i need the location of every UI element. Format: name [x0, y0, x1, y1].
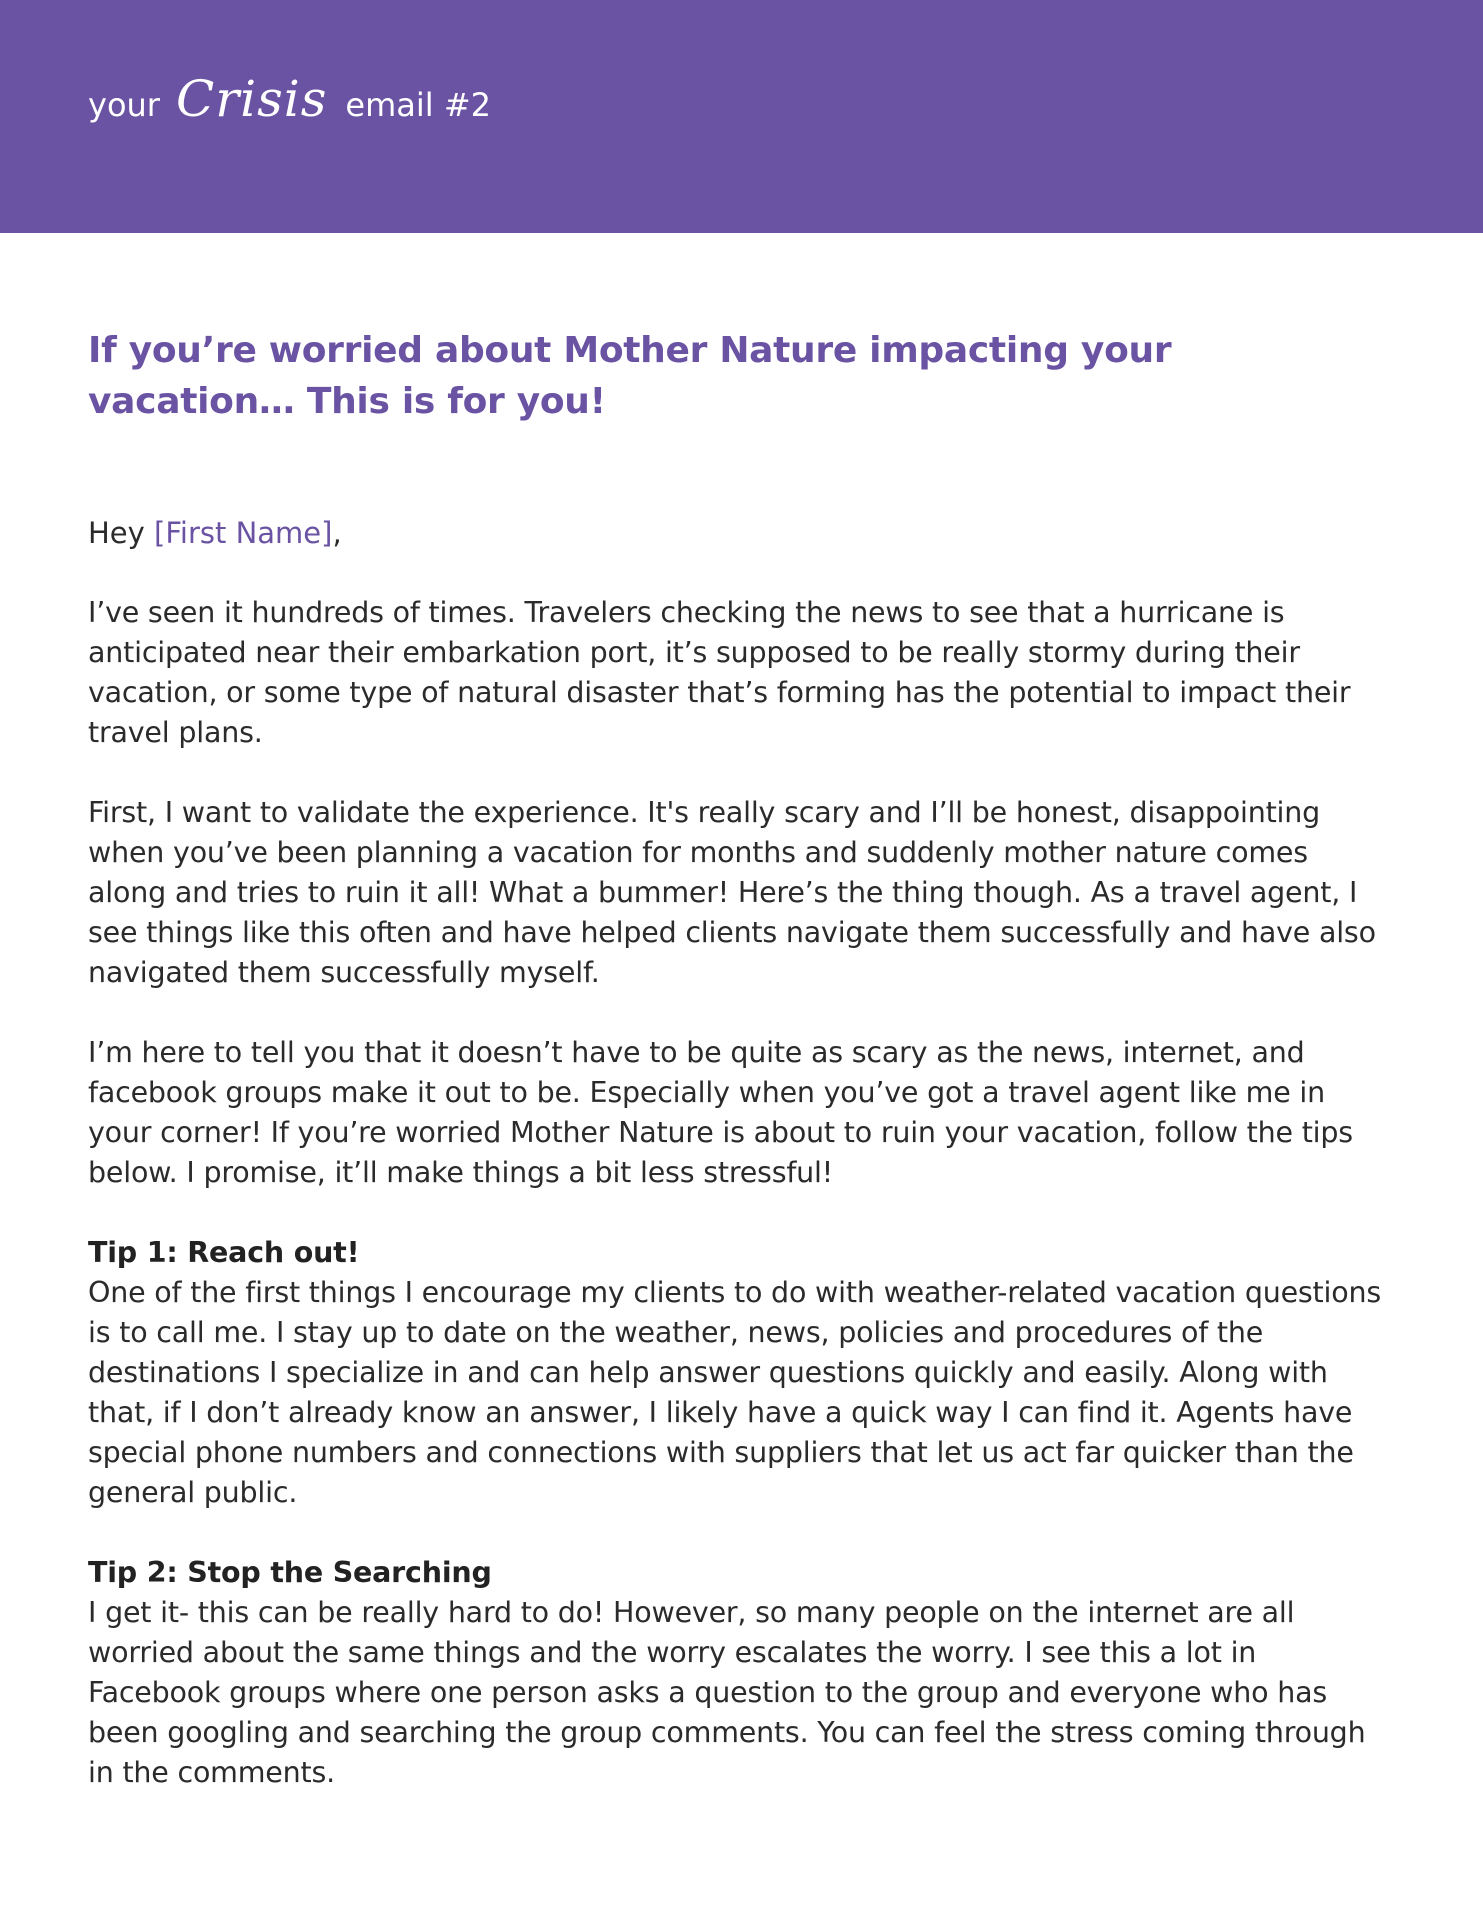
tip-2-body: I get it- this can be really hard to do! However, so many people on the internet are all worried about the same things and the worry escalates the worry. I see this a lot in Facebook groups where one person asks a question to the group and everyone who has been googling and searching the group comments. You can feel the stress coming through in the comments.	[88, 1596, 1366, 1789]
header-banner	[0, 0, 1483, 233]
paragraph-reassure: I’m here to tell you that it doesn’t have to be quite as scary as the news, internet, and facebook groups make it out to be. Especially when you’ve got a travel agent like me in your corner! If you’re worried Mother Nature is about to ruin your vacation, follow the tips below. I promise, it’ll make things a bit less stressful!	[88, 1036, 1353, 1189]
title-prefix: your	[88, 86, 160, 124]
email-series-title	[88, 70, 491, 130]
tip-1-heading: Tip 1: Reach out!	[88, 1236, 360, 1269]
tip-2-heading: Tip 2: Stop the Searching	[88, 1556, 492, 1589]
title-script-word: Crisis	[175, 70, 328, 128]
email-headline: If you’re worried about Mother Nature impacting your vacation… This is for you!	[88, 330, 1172, 422]
paragraph-validate: First, I want to validate the experience. It's really scary and I’ll be honest, disappointing when you’ve been planning a vacation for months and suddenly mother nature comes along and tries to ruin it all! What a bummer! Here’s the thing though. As a travel agent, I see things like this often and have helped clients navigate them successfully and have also navigated them successfully myself.	[88, 796, 1376, 989]
paragraph-intro: I’ve seen it hundreds of times. Travelers checking the news to see that a hurricane is anticipated near their embarkation port, it’s supposed to be really stormy during their vacation, or some type of natural disaster that’s forming has the potential to impact their travel plans.	[88, 596, 1351, 749]
email-body	[88, 325, 1388, 1793]
greeting	[88, 513, 1388, 553]
tip-2	[88, 1553, 1388, 1793]
tip-1-body: One of the first things I encourage my clients to do with weather-related vacation questions is to call me. I stay up to date on the weather, news, policies and procedures of the destinations I specialize in and can help answer questions quickly and easily. Along with that, if I don’t already know an answer, I likely have a quick way I can find it. Agents have special phone numbers and connections with suppliers that let us act far quicker than the general public.	[88, 1276, 1381, 1509]
title-suffix: email #2	[345, 86, 492, 124]
tip-1	[88, 1233, 1388, 1513]
greeting-salutation: Hey	[88, 516, 145, 550]
first-name-placeholder: [First Name]	[154, 516, 333, 550]
greeting-punctuation: ,	[332, 516, 342, 550]
